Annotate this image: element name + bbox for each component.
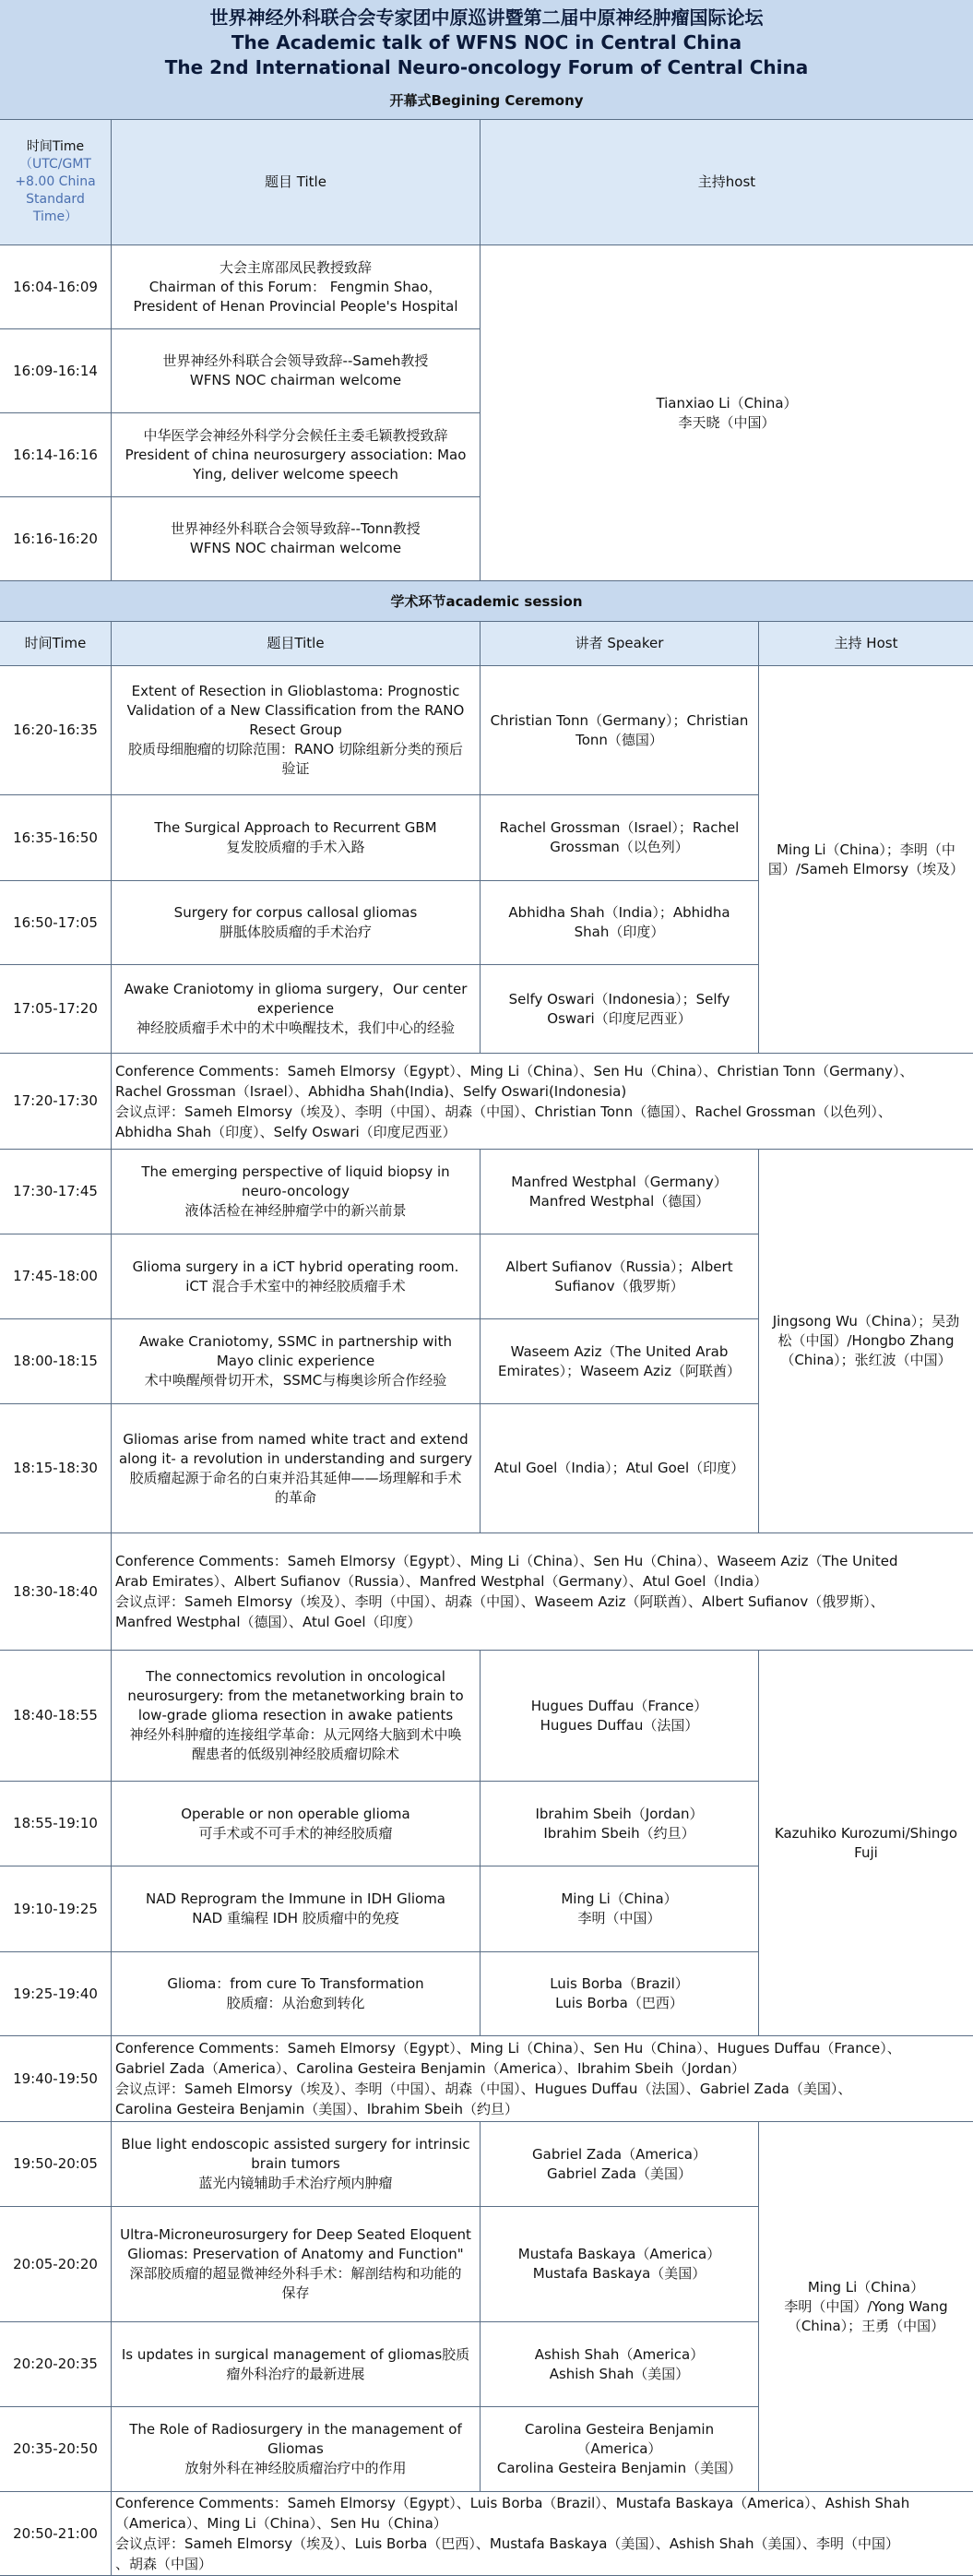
topic-line: Chairman of this Forum： Fengmin Shao，: [148, 278, 443, 295]
title-en-2: The 2nd International Neuro-oncology Forum of Central China: [164, 56, 809, 78]
topic-line: brain tumors: [251, 2155, 340, 2172]
comment-line: 、胡森（中国）: [115, 2556, 213, 2572]
speaker-line: Selfy Oswari（Indonesia）；Selfy: [508, 990, 730, 1008]
comment-line: 会议点评：Sameh Elmorsy（埃及）、Luis Borba（巴西）、Mustafa Baskaya（美国）、Ashish Shah（美国）、李明（中国）: [115, 2535, 899, 2552]
topic-line: Validation of a New Classification from the RANO: [126, 702, 465, 719]
topic-line: Extent of Resection in Glioblastoma: Prognostic: [131, 683, 460, 699]
comment-line: Conference Comments：Sameh Elmorsy（Egypt）、Ming Li（China）、Sen Hu（China）、Christian Tonn（Germany）、: [115, 1062, 914, 1079]
topic-line: The Role of Radiosurgery in the management of: [129, 2421, 462, 2438]
speaker-line: Gabriel Zada（美国）: [546, 2165, 693, 2182]
speaker-line: Ibrahim Sbeih（Jordan）: [535, 1805, 704, 1822]
speaker-line: Hugues Duffau（France）: [530, 1697, 708, 1714]
row-topic: [111, 1952, 480, 2035]
row-speaker: [480, 1782, 758, 1866]
row-time: 16:20-16:35: [13, 722, 98, 738]
row-speaker: [480, 2122, 758, 2206]
row-time: 16:04-16:09: [13, 278, 98, 295]
row-time: 17:05-17:20: [13, 1000, 98, 1017]
host-line: 松（中国）/Hongbo Zhang: [777, 1332, 955, 1349]
topic-line: WFNS NOC chairman welcome: [189, 540, 402, 556]
row-time: 20:50-21:00: [13, 2524, 98, 2542]
academic-band: 学术环节academic session: [0, 581, 973, 622]
topic-line: 神经胶质瘤手术中的术中唤醒技术，我们中心的经验: [136, 1020, 455, 1036]
speaker-line: Mustafa Baskaya（美国）: [532, 2265, 706, 2282]
topic-line: along it- a revolution in understanding and surgery: [118, 1449, 473, 1467]
speaker-line: Manfred Westphal（Germany）: [511, 1173, 728, 1190]
row-speaker: [480, 2207, 758, 2321]
speaker-line: Shah（印度）: [574, 924, 665, 940]
topic-header: 题目Title: [111, 622, 480, 665]
host-line: 李明（中国）/Yong Wang: [784, 2297, 948, 2315]
topic-line: 的革命: [274, 1488, 316, 1506]
comment-line: 会议点评：Sameh Elmorsy（埃及）、李明（中国）、胡森（中国）、Hugues Duffau（法国）、Gabriel Zada（美国）、: [115, 2081, 852, 2097]
host-line: 李天晓（中国）: [678, 413, 776, 431]
speaker-line: Emirates）；Waseem Aziz（阿联酋）: [498, 1362, 741, 1379]
speaker-line: Ibrahim Sbeih（约旦）: [543, 1824, 695, 1842]
speaker-line: Carolina Gesteira Benjamin（美国）: [496, 2460, 742, 2476]
row-speaker: [480, 795, 758, 880]
host-line: （China）；张红波（中国）: [780, 1352, 952, 1368]
row-topic: [111, 965, 480, 1053]
topic-line: President of Henan Provincial People's Hospital: [133, 297, 458, 315]
host-line: 国）/Sameh Elmorsy（埃及）: [767, 860, 965, 877]
topic-line: iCT 混合手术室中的神经胶质瘤手术: [185, 1277, 406, 1294]
topic-line: Is updates in surgical management of gliomas胶质: [121, 2345, 470, 2363]
row-topic: [111, 1866, 480, 1951]
row-topic: [111, 666, 480, 794]
topic-line: neuro-oncology: [241, 1183, 350, 1199]
comment-line: Rachel Grossman（Israel）、Abhidha Shah(India)、Selfy Oswari(Indonesia): [115, 1082, 627, 1100]
host-line: Ming Li（China）；李明（中: [777, 841, 955, 858]
row-topic: [111, 1234, 480, 1318]
topic-line: The connectomics revolution in oncological: [146, 1668, 445, 1685]
host-line: （China）；王勇（中国）: [787, 2317, 945, 2334]
row-speaker: [480, 2322, 758, 2406]
speaker-line: Carolina Gesteira Benjamin（America）: [524, 2421, 715, 2457]
row-topic: [111, 2207, 480, 2321]
host-line: Kazuhiko Kurozumi/Shingo: [774, 1824, 958, 1842]
speaker-line: Oswari（印度尼西亚）: [547, 1009, 692, 1027]
comments-text: [111, 1054, 973, 1149]
comment-line: Arab Emirates）、Albert Sufianov（Russia）、Manfred Westphal（Germany）、Atul Goel（India）: [115, 1573, 768, 1590]
topic-line: 复发胶质瘤的手术入路: [226, 839, 365, 855]
row-topic: [111, 1319, 480, 1403]
row-time: 16:35-16:50: [13, 829, 98, 846]
speaker-line: Sufianov（俄罗斯）: [554, 1277, 684, 1294]
row-topic: [111, 245, 480, 328]
topic-line: 可手术或不可手术的神经胶质瘤: [198, 1824, 393, 1842]
comments-row: [0, 1533, 973, 1651]
row-speaker: [480, 1234, 758, 1318]
row-time: 20:05-20:20: [13, 2255, 98, 2272]
row-time: 20:35-20:50: [13, 2440, 98, 2457]
topic-line: 瘤外科治疗的最新进展: [226, 2365, 365, 2382]
time-header-l4: Standard: [26, 192, 85, 207]
comment-line: （America）、Ming Li（China）、Sen Hu（China）: [115, 2515, 447, 2532]
session1-host-cell: [758, 666, 973, 1054]
comments-row: [0, 2492, 973, 2576]
host-line: Fuji: [854, 1843, 878, 1861]
row-time: 18:30-18:40: [13, 1582, 98, 1600]
host-line: Ming Li（China）: [807, 2278, 925, 2296]
topic-line: 胼胝体胶质瘤的手术治疗: [219, 924, 372, 940]
topic-line: 放射外科在神经胶质瘤治疗中的作用: [184, 2460, 407, 2476]
row-time: 18:55-19:10: [13, 1815, 98, 1831]
topic-line: 胶质母细胞瘤的切除范围：RANO 切除组新分类的预后: [128, 741, 463, 757]
time-header-l1: 时间Time: [26, 139, 85, 154]
topic-line: Surgery for corpus callosal gliomas: [173, 904, 418, 921]
topic-line: low-grade glioma resection in awake patients: [137, 1707, 454, 1723]
row-speaker: [480, 1651, 758, 1781]
time-header: [0, 120, 111, 244]
row-topic: [111, 1150, 480, 1234]
row-time: 18:00-18:15: [13, 1353, 98, 1369]
row-time: 20:20-20:35: [13, 2355, 98, 2372]
row-time: 17:20-17:30: [13, 1092, 98, 1109]
comments-text: [111, 2036, 973, 2121]
title-cn: 世界神经外科联合会专家团中原巡讲暨第二届中原神经肿瘤国际论坛: [209, 6, 764, 29]
time-header-l5: Time）: [32, 209, 78, 224]
academic-header-row: [0, 622, 973, 666]
session2-host-cell: [758, 1150, 973, 1533]
speaker-line: Luis Borba（巴西）: [555, 1995, 683, 2011]
speaker-line: Waseem Aziz（The United Arab: [510, 1342, 729, 1360]
host-line: Jingsong Wu（China）；吴劲: [772, 1313, 960, 1330]
speaker-header: 讲者 Speaker: [480, 622, 758, 665]
host-header: 主持 Host: [758, 622, 973, 665]
topic-line: NAD 重编程 IDH 胶质瘤中的免疫: [192, 1910, 399, 1926]
topic-line: experience: [256, 1000, 335, 1017]
row-time: 18:15-18:30: [13, 1460, 98, 1476]
row-time: 16:14-16:16: [13, 446, 98, 463]
topic-line: 胶质瘤：从治愈到转化: [226, 1995, 365, 2011]
speaker-line: Abhidha Shah（India）；Abhidha: [508, 904, 730, 921]
row-speaker: [480, 965, 758, 1053]
comment-line: Conference Comments：Sameh Elmorsy（Egypt）、Ming Li（China）、Sen Hu（China）、Waseem Aziz（The United: [115, 1553, 898, 1569]
speaker-line: Rachel Grossman（Israel）；Rachel: [499, 819, 740, 836]
comments-row: [0, 1054, 973, 1150]
row-speaker: [480, 881, 758, 964]
topic-line: NAD Reprogram the Immune in IDH Glioma: [145, 1890, 446, 1907]
row-speaker: [480, 1404, 758, 1532]
row-time: 16:50-17:05: [13, 913, 98, 931]
row-topic: [111, 1651, 480, 1781]
row-speaker: [480, 666, 758, 794]
topic-line: 醒患者的低级别神经胶质瘤切除术: [191, 1746, 399, 1762]
topic-line: Awake Craniotomy in glioma surgery，Our center: [124, 981, 468, 997]
topic-header: 题目 Title: [111, 120, 480, 244]
row-topic: [111, 2122, 480, 2206]
comments-text: [111, 2492, 973, 2575]
topic-line: Operable or non operable glioma: [181, 1805, 410, 1822]
ceremony-header-row: [0, 120, 973, 245]
speaker-line: Ming Li（China）: [561, 1890, 678, 1907]
row-time: 19:10-19:25: [13, 1900, 98, 1917]
row-time: 18:40-18:55: [13, 1707, 98, 1723]
speaker-line: Albert Sufianov（Russia）；Albert: [505, 1258, 733, 1275]
topic-line: Gliomas arise from named white tract and extend: [123, 1430, 469, 1448]
comments-text: [111, 1533, 973, 1650]
speaker-line: Tonn（德国）: [575, 731, 663, 748]
row-time: 19:40-19:50: [13, 2069, 98, 2087]
speaker-line: Hugues Duffau（法国）: [540, 1716, 699, 1734]
row-time: 17:30-17:45: [13, 1183, 98, 1199]
topic-line: neurosurgery: from the metanetworking brain to: [127, 1688, 464, 1704]
topic-line: President of china neurosurgery association: Mao: [125, 446, 467, 463]
row-topic: [111, 497, 480, 580]
host-line: Tianxiao Li（China）: [656, 394, 798, 411]
topic-line: The Surgical Approach to Recurrent GBM: [154, 819, 437, 836]
row-time: 19:25-19:40: [13, 1985, 98, 2002]
comment-line: Conference Comments：Sameh Elmorsy（Egypt）、Ming Li（China）、Sen Hu（China）、Hugues Duffau（France）、: [115, 2040, 901, 2057]
topic-line: 大会主席邵凤民教授致辞: [219, 258, 372, 276]
time-header: 时间Time: [24, 635, 87, 651]
topic-line: 世界神经外科联合会领导致辞--Sameh教授: [162, 352, 429, 369]
comment-line: Carolina Gesteira Benjamin（美国）、Ibrahim Sbeih（约旦）: [115, 2101, 519, 2117]
row-time: 16:16-16:20: [13, 530, 98, 547]
speaker-line: Grossman（以色列）: [550, 839, 689, 855]
speaker-line: Mustafa Baskaya（America）: [517, 2246, 721, 2262]
topic-line: 世界神经外科联合会领导致辞--Tonn教授: [171, 520, 421, 537]
host-header: 主持host: [480, 120, 973, 244]
speaker-line: Ashish Shah（America）: [534, 2345, 705, 2363]
speaker-line: Ashish Shah（美国）: [549, 2365, 690, 2382]
speaker-line: Christian Tonn（Germany）；Christian: [490, 711, 749, 729]
speaker-line: Manfred Westphal（德国）: [528, 1192, 710, 1210]
ceremony-host-cell: [480, 245, 973, 581]
row-topic: [111, 1782, 480, 1866]
row-topic: [111, 329, 480, 412]
ceremony-band: 开幕式Begining Ceremony: [0, 81, 973, 120]
topic-line: Blue light endoscopic assisted surgery for intrinsic: [121, 2136, 470, 2153]
row-topic: [111, 881, 480, 964]
row-time: 16:09-16:14: [13, 362, 98, 379]
topic-line: 液体活检在神经肿瘤学中的新兴前景: [184, 1202, 407, 1219]
row-speaker: [480, 1866, 758, 1951]
row-topic: [111, 413, 480, 496]
row-speaker: [480, 1150, 758, 1234]
topic-line: 术中唤醒颅骨切开术，SSMC与梅奥诊所合作经验: [144, 1372, 447, 1389]
row-speaker: [480, 2407, 758, 2491]
title-en-1: The Academic talk of WFNS NOC in Central China: [231, 31, 742, 54]
row-topic: [111, 2407, 480, 2491]
comment-line: 会议点评：Sameh Elmorsy（埃及）、李明（中国）、胡森（中国）、Christian Tonn（德国）、Rachel Grossman（以色列）、: [115, 1103, 892, 1120]
comment-line: 会议点评：Sameh Elmorsy（埃及）、李明（中国）、胡森（中国）、Waseem Aziz（阿联酋）、Albert Sufianov（俄罗斯）、: [115, 1593, 884, 1610]
comment-line: Manfred Westphal（德国）、Atul Goel（印度）: [115, 1614, 421, 1630]
time-header-l2: （UTC/GMT: [19, 157, 91, 172]
speaker-line: Gabriel Zada（America）: [532, 2145, 706, 2163]
topic-line: 神经外科肿瘤的连接组学革命：从元网络大脑到术中唤: [129, 1726, 462, 1743]
topic-line: 深部胶质瘤的超显微神经外科手术：解剖结构和功能的: [129, 2265, 462, 2282]
row-time: 19:50-20:05: [13, 2155, 98, 2172]
row-topic: [111, 1404, 480, 1532]
time-header-l3: +8.00 China: [15, 174, 96, 189]
row-speaker: [480, 1952, 758, 2035]
session3-host-cell: [758, 1651, 973, 2036]
topic-line: 验证: [281, 760, 310, 777]
topic-line: Mayo clinic experience: [216, 1353, 375, 1369]
topic-line: Glioma surgery in a iCT hybrid operating room.: [132, 1258, 459, 1275]
row-speaker: [480, 1319, 758, 1403]
row-topic: [111, 2322, 480, 2406]
speaker-line: Luis Borba（Brazil）: [550, 1975, 689, 1992]
topic-line: Awake Craniotomy, SSMC in partnership with: [139, 1333, 452, 1350]
session4-host-cell: [758, 2122, 973, 2492]
forum-title-block: [0, 0, 973, 82]
row-topic: [111, 795, 480, 880]
topic-line: Ultra-Microneurosurgery for Deep Seated Eloquent: [120, 2226, 471, 2243]
speaker-line: Atul Goel（India）；Atul Goel（印度）: [493, 1460, 745, 1476]
comment-line: Conference Comments：Sameh Elmorsy（Egypt）、Luis Borba（Brazil）、Mustafa Baskaya（America）、Ashish Shah: [115, 2495, 910, 2511]
comments-row: [0, 2036, 973, 2122]
topic-line: Gliomas: [267, 2440, 324, 2457]
topic-line: 胶质瘤起源于命名的白束并沿其延伸——场理解和手术: [129, 1469, 462, 1486]
topic-line: Ying, deliver welcome speech: [193, 465, 398, 483]
topic-line: Resect Group: [249, 722, 342, 738]
topic-line: Glioma：from cure To Transformation: [167, 1975, 424, 1992]
topic-line: WFNS NOC chairman welcome: [189, 372, 402, 388]
topic-line: Gliomas: Preservation of Anatomy and Function": [127, 2246, 464, 2262]
comment-line: Abhidha Shah（印度）、Selfy Oswari（印度尼西亚）: [115, 1123, 457, 1140]
comment-line: Gabriel Zada（America）、Carolina Gesteira Benjamin（America）、Ibrahim Sbeih（Jordan）: [115, 2060, 746, 2077]
row-time: 17:45-18:00: [13, 1268, 98, 1284]
topic-line: 蓝光内镜辅助手术治疗颅内肿瘤: [198, 2175, 393, 2191]
topic-line: 中华医学会神经外科学分会候任主委毛颖教授致辞: [143, 426, 448, 444]
topic-line: 保存: [281, 2284, 310, 2301]
topic-line: The emerging perspective of liquid biopsy in: [141, 1163, 450, 1180]
speaker-line: 李明（中国）: [577, 1910, 661, 1926]
